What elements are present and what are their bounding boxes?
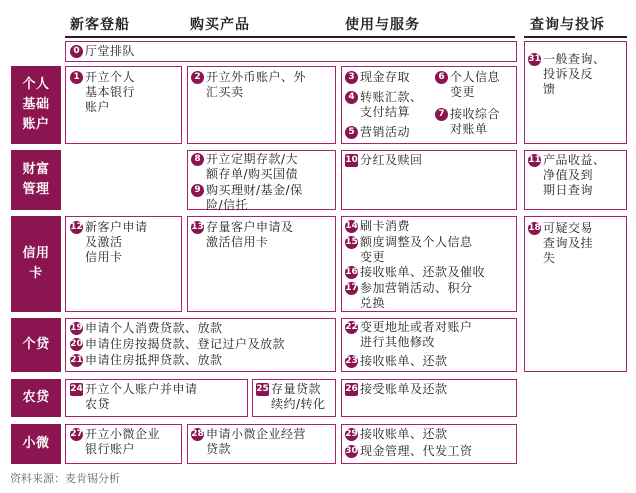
item-text: 购买理财/基金/保 险/信托 [206, 183, 303, 212]
step-number: 12 [70, 222, 83, 232]
item-text: 一般查询、 投诉及反 馈 [543, 52, 606, 96]
item-5 [345, 125, 410, 140]
step-number: 31 [528, 54, 541, 64]
item-7 [435, 107, 500, 137]
column-header-usage-service: 使用与服务 [345, 17, 420, 33]
item-10 [345, 153, 423, 168]
item-text: 分红及赎回 [360, 153, 423, 167]
item-text: 刷卡消费 [360, 219, 411, 233]
step-number: 16 [345, 267, 358, 277]
item-4 [345, 90, 423, 120]
step-number: 1 [70, 71, 83, 84]
item-text: 存量贷款 续约/转化 [271, 382, 326, 411]
step-number: 21 [70, 355, 83, 365]
item-text: 开立小微企业 银行账户 [85, 427, 161, 456]
item-3 [345, 70, 410, 85]
item-22 [345, 320, 473, 350]
item-text: 新客户申请 及激活 信用卡 [85, 220, 148, 264]
item-text: 转账汇款、 支付结算 [360, 90, 423, 119]
item-17 [345, 281, 473, 311]
item-text: 存量客户申请及 激活信用卡 [206, 220, 294, 249]
step-number: 19 [70, 323, 83, 333]
item-24 [70, 382, 198, 412]
item-28 [191, 427, 306, 457]
step-number: 22 [345, 322, 358, 332]
item-27 [70, 427, 160, 457]
item-text: 现金管理、代发工资 [360, 444, 473, 458]
item-30 [345, 444, 473, 459]
item-13 [191, 220, 294, 250]
column-header-rule [65, 36, 515, 38]
item-text: 营销活动 [360, 125, 411, 139]
step-number: 10 [345, 155, 358, 165]
item-text: 接收综合 对账单 [450, 107, 501, 136]
row-label-credit-card: 信用 卡 [11, 216, 61, 312]
item-text: 接收账单、还款 [360, 427, 448, 441]
step-number: 29 [345, 429, 358, 439]
step-number: 3 [345, 71, 358, 84]
item-26 [345, 382, 448, 397]
item-text: 参加营销活动、积分 兑换 [360, 281, 473, 310]
step-number: 27 [70, 429, 83, 439]
item-16 [345, 265, 485, 280]
item-18 [528, 221, 593, 266]
item-1 [70, 70, 135, 115]
step-number: 7 [435, 108, 448, 121]
item-6 [435, 70, 500, 100]
item-text: 现金存取 [360, 70, 411, 84]
source-note: 资料来源：麦肯锡分析 [10, 472, 120, 485]
item-31 [528, 52, 606, 97]
item-23 [345, 354, 448, 369]
item-9 [191, 183, 303, 213]
item-15 [345, 235, 473, 265]
item-text: 申请住房抵押贷款、放款 [85, 353, 223, 367]
item-29 [345, 427, 448, 442]
step-number: 26 [345, 384, 358, 394]
step-number: 15 [345, 237, 358, 247]
step-number: 13 [191, 222, 204, 232]
column-header-purchase: 购买产品 [190, 17, 250, 33]
step-number: 11 [528, 155, 541, 165]
step-number: 6 [435, 71, 448, 84]
row-label-basic-account: 个人 基础 账户 [11, 66, 61, 144]
item-text: 接收账单、还款 [360, 354, 448, 368]
item-text: 额度调整及个人信息 变更 [360, 235, 473, 264]
row-label-micro: 小微 [11, 424, 61, 464]
item-text: 产品收益、 净值及到 期日查询 [543, 153, 606, 197]
step-number: 18 [528, 223, 541, 233]
step-number: 24 [70, 384, 83, 394]
item-8 [191, 152, 298, 182]
step-number: 28 [191, 429, 204, 439]
row-label-wealth: 财富 管理 [11, 150, 61, 210]
item-text: 开立个人账户并申请 农贷 [85, 382, 198, 411]
item-12 [70, 220, 148, 265]
item-text: 申请小微企业经营 贷款 [206, 427, 307, 456]
step-number: 4 [345, 91, 358, 104]
item-11 [528, 153, 606, 198]
item-text: 厅堂排队 [85, 44, 136, 58]
step-number: 14 [345, 221, 358, 231]
item-0 [70, 44, 135, 59]
step-number: 23 [345, 356, 358, 366]
item-21 [70, 353, 223, 368]
item-text: 接受账单及还款 [360, 382, 448, 396]
step-number: 30 [345, 446, 358, 456]
step-number: 25 [256, 384, 269, 394]
item-20 [70, 337, 285, 352]
step-number: 17 [345, 283, 358, 293]
column-header-rule [524, 36, 627, 38]
column-header-new-customer: 新客登船 [70, 17, 130, 33]
step-number: 9 [191, 184, 204, 197]
step-number: 2 [191, 71, 204, 84]
item-text: 变更地址或者对账户 进行其他修改 [360, 320, 473, 349]
item-text: 申请个人消费贷款、放款 [85, 321, 223, 335]
item-14 [345, 219, 410, 234]
item-text: 开立个人 基本银行 账户 [85, 70, 136, 114]
item-text: 开立定期存款/大 额存单/购买国债 [206, 152, 299, 181]
step-number: 0 [70, 45, 83, 58]
row-label-agri-loan: 农贷 [11, 379, 61, 417]
item-2 [191, 70, 306, 100]
row-label-personal-loan: 个贷 [11, 318, 61, 372]
item-19 [70, 321, 223, 336]
item-25 [256, 382, 326, 412]
step-number: 20 [70, 339, 83, 349]
column-header-inquiry: 查询与投诉 [530, 17, 605, 33]
item-text: 个人信息 变更 [450, 70, 501, 99]
item-text: 可疑交易 查询及挂 失 [543, 221, 594, 265]
item-text: 申请住房按揭贷款、登记过户及放款 [85, 337, 286, 351]
step-number: 5 [345, 126, 358, 139]
item-text: 接收账单、还款及催收 [360, 265, 486, 279]
item-text: 开立外币账户、外 汇买卖 [206, 70, 307, 99]
step-number: 8 [191, 153, 204, 166]
